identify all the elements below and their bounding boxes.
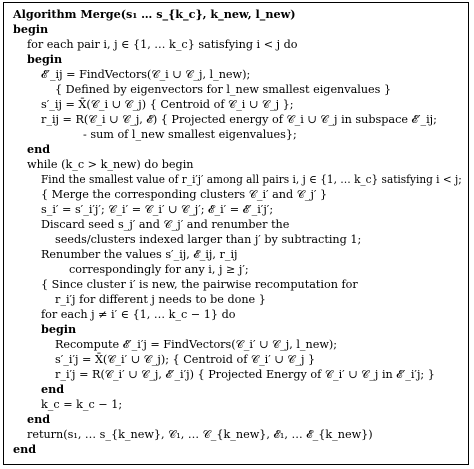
algorithm-line: Find the smallest value of r_i′j′ among all pairs i, j ∈ {1, … k_c} satisfying i < j;: [41, 173, 462, 186]
algorithm-line: seeds/clusters indexed larger than j′ by subtracting 1;: [55, 233, 362, 246]
algorithm-line: s_i′ = s′_i′j′; 𝒞_i′ = 𝒞_i′ ∪ 𝒞_j′; 𝓔_i′ = 𝓔′_i′j′;: [41, 203, 274, 216]
algorithm-line: - sum of l_new smallest eigenvalues};: [83, 128, 297, 141]
algorithm-line: while (k_c > k_new) do begin: [27, 158, 194, 171]
algorithm-line: r_ij = R(𝒞_i ∪ 𝒞_j, 𝓔) { Projected energy of 𝒞_i ∪ 𝒞_j in subspace 𝓔′_ij;: [41, 113, 437, 126]
algorithm-line: s′_i′j = X̄(𝒞_i′ ∪ 𝒞_j); { Centroid of 𝒞_i′ ∪ 𝒞_j }: [55, 353, 316, 366]
algorithm-line: r_i′j = R(𝒞_i′ ∪ 𝒞_j, 𝓔′_i′j) { Projected Energy of 𝒞_i′ ∪ 𝒞_j in 𝓔′_i′j; }: [55, 368, 435, 381]
algorithm-line: k_c = k_c − 1;: [41, 398, 123, 411]
algorithm-line: return(s₁, … s_{k_new}, 𝒞₁, … 𝒞_{k_new}, 𝓔₁, … 𝓔_{k_new}): [27, 428, 373, 441]
algorithm-line: begin: [13, 22, 49, 36]
algorithm-line: { Defined by eigenvectors for l_new smallest eigenvalues }: [55, 83, 392, 96]
algorithm-line: correspondingly for any i, j ≥ j′;: [69, 263, 249, 276]
algorithm-line: begin: [41, 322, 77, 336]
algorithm-line: for each j ≠ i′ ∈ {1, … k_c − 1} do: [41, 308, 236, 321]
algorithm-line: end: [27, 142, 51, 156]
algorithm-line: Renumber the values s′_ij, 𝓔_ij, r_ij: [41, 248, 238, 261]
algorithm-line: Algorithm Merge(s₁ … s_{k_c}, k_new, l_new): [13, 7, 296, 21]
algorithm-line: Recompute 𝓔′_i′j = FindVectors(𝒞_i′ ∪ 𝒞_j, l_new);: [55, 338, 338, 351]
algorithm-line: s′_ij = X̄(𝒞_i ∪ 𝒞_j) { Centroid of 𝒞_i ∪ 𝒞_j };: [41, 98, 294, 111]
algorithm-line: end: [41, 382, 65, 396]
algorithm-line: end: [13, 442, 37, 456]
algorithm-line: end: [27, 412, 51, 426]
algorithm-line: begin: [27, 52, 63, 66]
algorithm-line: r_i′j for different j needs to be done }: [55, 293, 266, 306]
algorithm-line: for each pair i, j ∈ {1, … k_c} satisfying i < j do: [27, 38, 298, 51]
algorithm-box: [3, 2, 469, 465]
algorithm-line: { Since cluster i′ is new, the pairwise recomputation for: [41, 278, 358, 291]
algorithm-line: 𝓔′_ij = FindVectors(𝒞_i ∪ 𝒞_j, l_new);: [41, 68, 251, 81]
algorithm-line: Discard seed s_j′ and 𝒞_j′ and renumber the: [41, 218, 290, 231]
algorithm-line: { Merge the corresponding clusters 𝒞_i′ and 𝒞_j′ }: [41, 188, 328, 201]
